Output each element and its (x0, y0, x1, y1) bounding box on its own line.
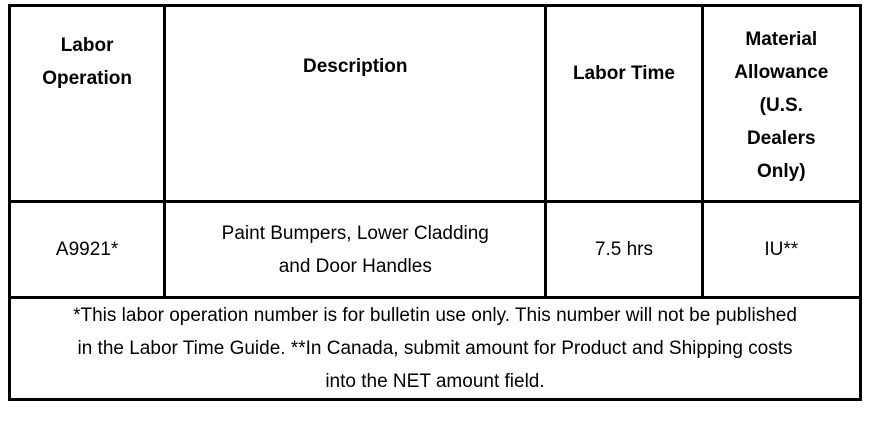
footnote-row (10, 298, 861, 400)
footnote-line: into the NET amount field. (325, 371, 545, 392)
cell-description-line: and Door Handles (278, 255, 432, 277)
header-labor-operation-line: Operation (42, 68, 132, 89)
footnote-cell (10, 298, 861, 400)
header-description-label: Description (303, 56, 408, 77)
cell-material-allowance: IU** (702, 202, 860, 298)
header-material-allowance (702, 6, 860, 202)
header-labor-time-label: Labor Time (572, 63, 675, 84)
header-labor-operation-line: Labor (60, 35, 114, 56)
header-labor-time (546, 6, 702, 202)
labor-operation-table (8, 4, 862, 401)
table-row (10, 202, 861, 298)
header-material-allowance-line: (U.S. (759, 95, 803, 116)
cell-labor-time: 7.5 hrs (546, 202, 702, 298)
header-material-allowance-line: Only) (757, 161, 806, 182)
table-header-row (10, 6, 861, 202)
labor-table-container (8, 4, 862, 401)
cell-labor-operation: A9921* (10, 202, 165, 298)
header-material-allowance-line: Dealers (746, 128, 816, 149)
header-material-allowance-line: Material (745, 29, 818, 50)
footnote-line: *This labor operation number is for bulletin use only. This number will not be published (73, 305, 797, 326)
footnote-line: in the Labor Time Guide. **In Canada, submit amount for Product and Shipping costs (77, 338, 793, 359)
header-description (165, 6, 546, 202)
cell-description (165, 202, 546, 298)
header-material-allowance-line: Allowance (734, 62, 829, 83)
cell-description-line: Paint Bumpers, Lower Cladding (221, 222, 489, 244)
header-labor-operation (10, 6, 165, 202)
